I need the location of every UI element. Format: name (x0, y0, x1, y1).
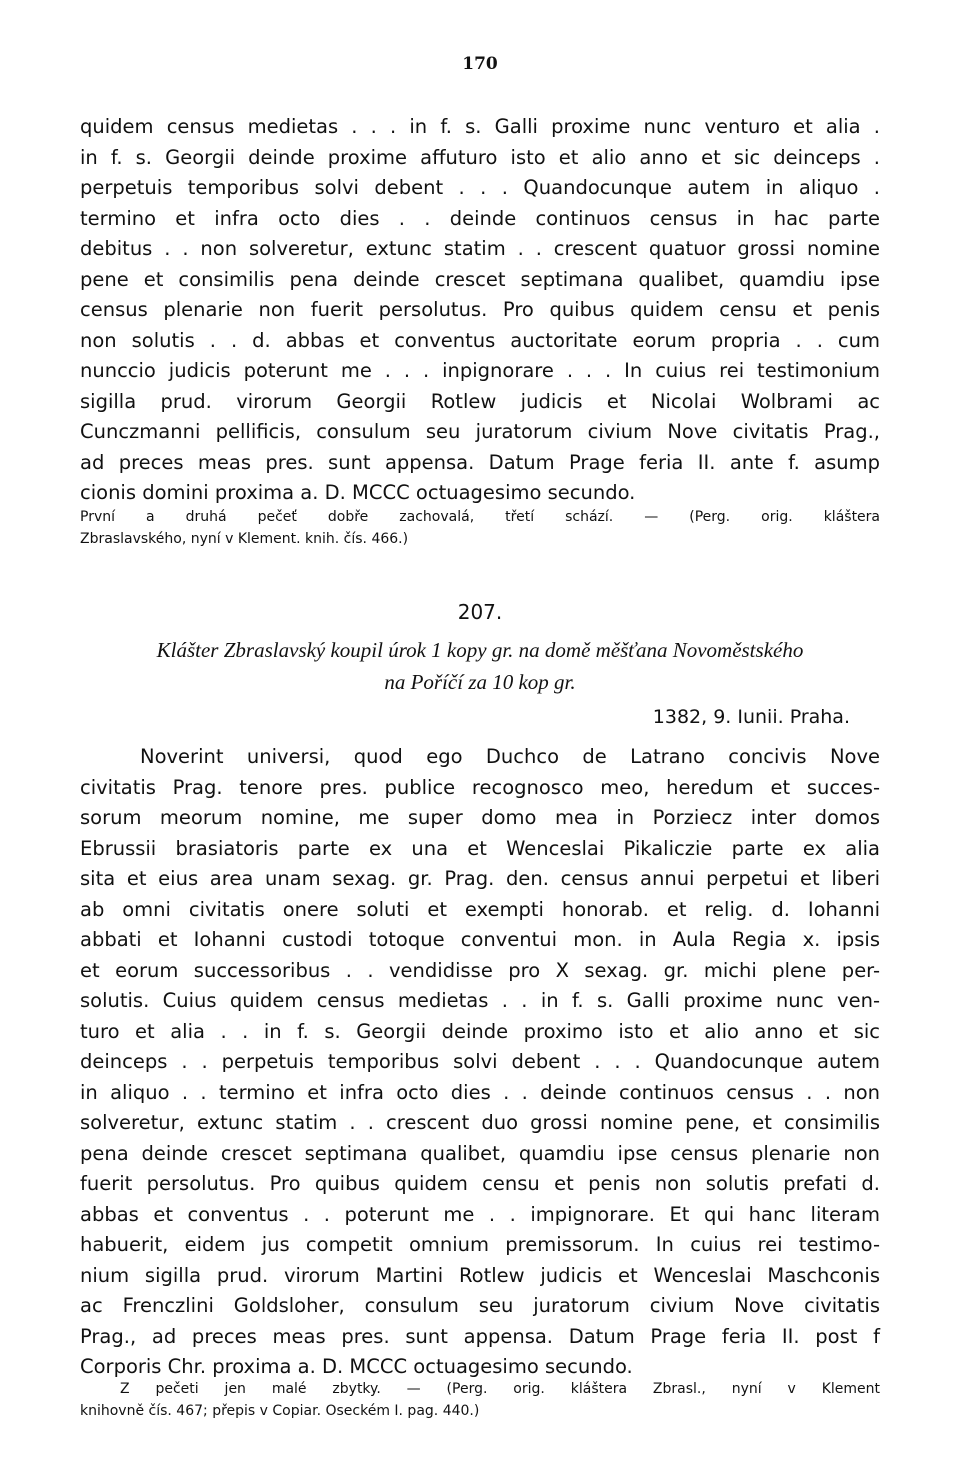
text-line: ab omni civitatis onere soluti et exempti honorab. et relig. d. Iohanni (80, 897, 880, 921)
text-line: debitus . . non solveretur, extunc statim . . crescent quatuor grossi nomine (80, 237, 880, 260)
text-line: pena deinde crescet septimana qualibet, quamdiu ipse census plenarie non (80, 1141, 880, 1165)
text-line: ac Frenczlini Goldsloher, consulum seu juratorum civium Nove civitatis (80, 1294, 880, 1317)
text-line: pene et consimilis pena deinde crescet septimana qualibet, quamdiu ipse (80, 267, 880, 291)
text-line: in aliquo . . termino et infra octo dies . . deinde continuos census . . non (80, 1080, 880, 1104)
previous-document-body (80, 112, 880, 509)
text-line: sita et eius area unam sexag. gr. Prag. den. census annui perpetui et liberi (80, 867, 880, 890)
title-line: Klášter Zbraslavský koupil úrok 1 kopy gr. na domě měšťana Novoměstského (156, 638, 804, 662)
text-line: turo et alia . . in f. s. Georgii deinde proximo isto et alio anno et sic (80, 1019, 880, 1043)
text-line: fuerit persolutus. Pro quibus quidem censu et penis non solutis prefati d. (80, 1172, 880, 1195)
note-line: Zbraslavského, nyní v Klement. knih. čís. 466.) (80, 531, 409, 547)
title-line: na Poříčí za 10 kop gr. (384, 670, 576, 694)
text-line: non solutis . . d. abbas et conventus auctoritate eorum propria . . cum (80, 328, 880, 352)
document-date-place: 1382, 9. Iunii. Praha. (652, 706, 850, 728)
text-line: et eorum successoribus . . vendidisse pro X sexag. gr. michi plene per- (80, 958, 880, 982)
document-note (80, 1378, 880, 1422)
text-line: Ebrussii brasiatoris parte ex una et Wenceslai Pikaliczie parte ex alia (80, 836, 880, 860)
text-line: sigilla prud. virorum Georgii Rotlew judicis et Nicolai Wolbrami ac (80, 389, 880, 413)
note-line: knihovně čís. 467; přepis v Copiar. Oseckém I. pag. 440.) (80, 1403, 480, 1419)
text-line: in f. s. Georgii deinde proxime affuturo isto et alio anno et sic deinceps . (80, 145, 880, 169)
text-line: Prag., ad preces meas pres. sunt appensa. Datum Prage feria II. post f (80, 1324, 880, 1348)
text-line: quidem census medietas . . . in f. s. Galli proxime nunc venturo et alia . (80, 115, 880, 138)
text-line: nium sigilla prud. virorum Martini Rotlew judicis et Wenceslai Maschconis (80, 1263, 880, 1287)
text-line: solutis. Cuius quidem census medietas . . in f. s. Galli proxime nunc ven- (80, 989, 880, 1012)
text-line: civitatis Prag. tenore pres. publice recognosco meo, heredum et succes- (80, 775, 880, 799)
text-line: termino et infra octo dies . . deinde continuos census in hac parte (80, 206, 880, 230)
note-line: První a druhá pečeť dobře zachovalá, třetí schází. — (Perg. orig. kláštera (80, 509, 880, 525)
text-line: Noverint universi, quod ego Duchco de Latrano concivis Nove (140, 745, 880, 768)
previous-document-note (80, 506, 880, 550)
text-line: cionis domini proxima a. D. MCCC octuagesimo secundo. (80, 481, 636, 504)
text-line: solveretur, extunc statim . . crescent duo grossi nomine pene, et consimilis (80, 1111, 880, 1134)
text-line: habuerit, eidem jus competit omnium premissorum. In cuius rei testimo- (80, 1233, 880, 1256)
text-line: nunccio judicis poterunt me . . . inpignorare . . . In cuius rei testimonium (80, 359, 880, 382)
text-line: Corporis Chr. proxima a. D. MCCC octuagesimo secundo. (80, 1355, 633, 1378)
text-line: census plenarie non fuerit persolutus. Pro quibus quidem censu et penis (80, 298, 880, 321)
text-line: sorum meorum nomine, me super domo mea in Porziecz inter domos (80, 806, 880, 829)
document-number: 207. (457, 600, 503, 624)
note-line: Z pečeti jen malé zbytky. — (Perg. orig. kláštera Zbrasl., nyní v Klement (120, 1381, 880, 1397)
page-number: 170 (462, 54, 498, 74)
text-line: abbati et Iohanni custodi totoque conventui mon. in Aula Regia x. ipsis (80, 928, 880, 951)
text-line: perpetuis temporibus solvi debent . . . Quandocunque autem in aliquo . (80, 176, 880, 199)
text-line: abbas et conventus . . poterunt me . . impignorare. Et qui hanc literam (80, 1202, 880, 1226)
text-line: ad preces meas pres. sunt appensa. Datum Prage feria II. ante f. asump (80, 450, 880, 474)
text-line: deinceps . . perpetuis temporibus solvi debent . . . Quandocunque autem (80, 1050, 880, 1073)
text-line: Cunczmanni pellificis, consulum seu juratorum civium Nove civitatis Prag., (80, 420, 880, 443)
document-body (80, 742, 880, 1383)
document-title (0, 634, 960, 698)
